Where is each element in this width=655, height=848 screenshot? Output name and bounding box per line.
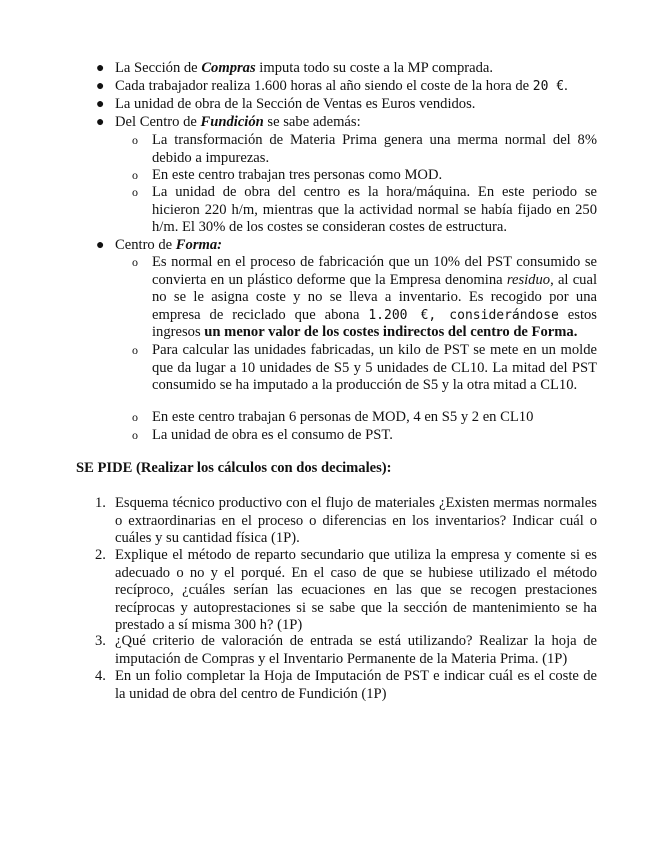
question-1: Esquema técnico productivo con el flujo de materiales ¿Existen mermas normales o extraordinarias en el proceso o diferencias en los inventarios? Indicar cuál o cuáles y su cantidad física (1P).: [115, 495, 597, 547]
bullet-ventas: La unidad de obra de la Sección de Ventas es Euros vendidos.: [115, 96, 476, 112]
bullet-fundicion: Del Centro de Fundición se sabe además:: [115, 114, 361, 130]
question-4: En un folio completar la Hoja de Imputación de PST e indicar cuál es el coste de la unidad de obra del centro de Fundición (1P): [115, 668, 597, 702]
bullet-marker: ●: [96, 238, 105, 253]
se-pide-heading: SE PIDE (Realizar los cálculos con dos decimales):: [76, 460, 392, 476]
sub-bullet-marker: o: [132, 428, 138, 442]
bullet-compras: La Sección de Compras imputa todo su coste a la MP comprada.: [115, 60, 494, 76]
bullet-marker: ●: [96, 97, 105, 112]
sub-bullet-marker: o: [132, 255, 138, 269]
bullet-trabajador: Cada trabajador realiza 1.600 horas al año siendo el coste de la hora de 20 €.: [115, 78, 568, 94]
forma-item-residuo: Es normal en el proceso de fabricación que un 10% del PST consumido se convierta en un plástico deforme que la Empresa denomina residuo, al cual no se le asigna coste y no se lleva a inventario. Es recogido por una empresa de reciclado que abona 1.200 €, considerándose estos ingresos un menor valor de los costes indirectos del centro de Forma.: [152, 254, 597, 341]
question-2: Explique el método de reparto secundario que utiliza la empresa y comente si es adecuado o no y el porqué. En el caso de que se hubiese utilizado el método recíproco, ¿cuáles serían las ecuaciones en las que se recogen prestaciones recíprocas y autoprestaciones si se sabe que la sección de mantenimiento se ha prestado a sí misma 300 h? (1P): [115, 547, 597, 634]
sub-bullet-marker: o: [132, 343, 138, 357]
sub-bullet-marker: o: [132, 185, 138, 199]
question-number: 1.: [95, 495, 106, 511]
bullet-forma: Centro de Forma:: [115, 237, 223, 253]
fundicion-item-mod: En este centro trabajan tres personas como MOD.: [152, 167, 443, 183]
question-number: 2.: [95, 547, 106, 563]
bullet-marker: ●: [96, 115, 105, 130]
forma-item-obra: La unidad de obra es el consumo de PST.: [152, 427, 393, 443]
sub-bullet-marker: o: [132, 133, 138, 147]
bullet-marker: ●: [96, 61, 105, 76]
sub-bullet-marker: o: [132, 410, 138, 424]
sub-bullet-marker: o: [132, 168, 138, 182]
bullet-marker: ●: [96, 79, 105, 94]
forma-item-mod: En este centro trabajan 6 personas de MOD, 4 en S5 y 2 en CL10: [152, 409, 534, 425]
fundicion-item-merma: La transformación de Materia Prima genera una merma normal del 8% debido a impurezas.: [152, 132, 597, 166]
question-number: 3.: [95, 633, 106, 649]
forma-item-unidades: Para calcular las unidades fabricadas, un kilo de PST se mete en un molde que da lugar a 10 unidades de S5 y 5 unidades de CL10. La mitad del PST consumido se ha imputado a la producción de S5 y la otra mitad a CL10.: [152, 342, 597, 394]
fundicion-item-unidad: La unidad de obra del centro es la hora/máquina. En este periodo se hicieron 220 h/m, mientras que la actividad normal se había fijado en 250 h/m. El 30% de los costes se consideran costes de estructura.: [152, 184, 597, 236]
question-3: ¿Qué criterio de valoración de entrada se está utilizando? Realizar la hoja de imputación de Compras y el Inventario Permanente de la Materia Prima. (1P): [115, 633, 597, 667]
question-number: 4.: [95, 668, 106, 684]
